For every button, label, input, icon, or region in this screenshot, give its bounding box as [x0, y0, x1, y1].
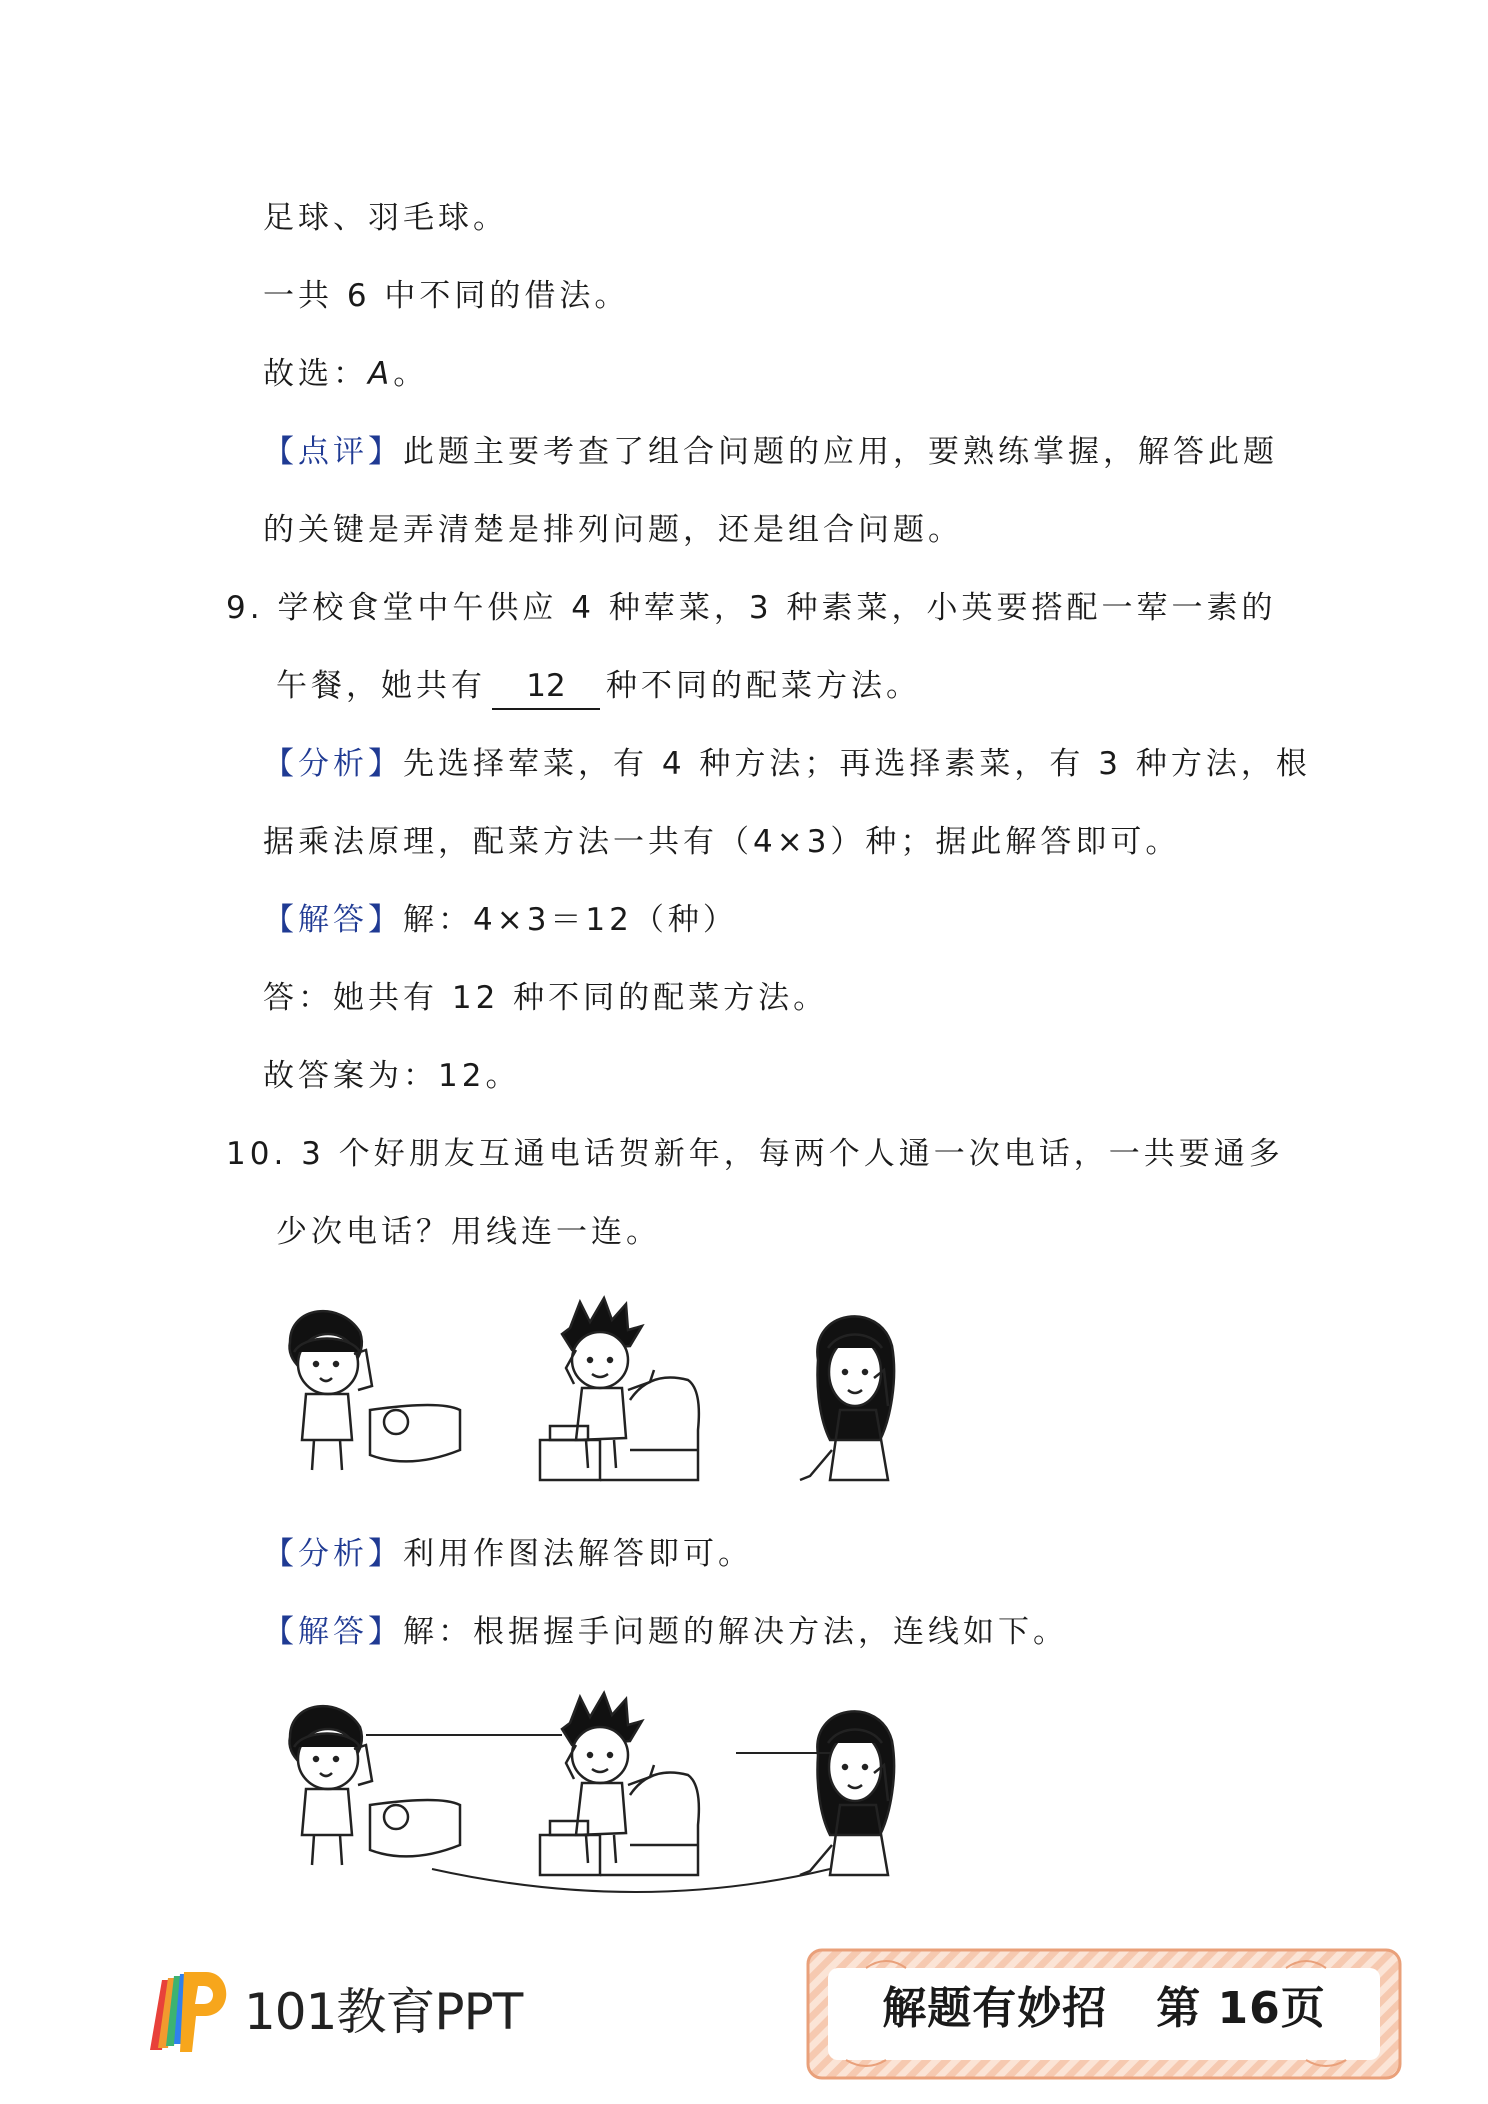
text-line: 的关键是弄清楚是排列问题，还是组合问题。: [263, 512, 963, 548]
badge-title: [806, 1972, 1402, 2036]
friends-connected-illustration: [270, 1680, 970, 1900]
analysis-line: [263, 1532, 753, 1576]
girl-with-phone-figure: [289, 1311, 460, 1470]
comment-tag: 【点评】: [263, 434, 403, 470]
solution-line: [263, 898, 738, 942]
boy-on-sofa-figure: [540, 1298, 699, 1480]
girl-long-hair-figure: [800, 1711, 894, 1875]
analysis-line: [263, 742, 1311, 786]
girl-long-hair-figure: [800, 1316, 894, 1480]
text-line: 足球、羽毛球。: [263, 200, 508, 236]
text-line: 故答案为：12。: [263, 1058, 521, 1094]
comment-text: 此题主要考查了组合问题的应用，要熟练掌握，解答此题: [403, 434, 1278, 470]
question-text: 种不同的配菜方法。: [606, 668, 921, 704]
boy-on-sofa-figure: [540, 1693, 699, 1875]
solution-line: [263, 1610, 1068, 1654]
page-number: 第 16页: [1156, 1983, 1326, 2034]
badge-label: 解题有妙招: [882, 1983, 1108, 2034]
text-line: 据乘法原理，配菜方法一共有（4×3）种；据此解答即可。: [263, 824, 1181, 860]
connect-line: [432, 1869, 830, 1892]
question-text: 午餐，她共有: [276, 668, 486, 704]
comment-line: [263, 430, 1278, 474]
solution-tag: 【解答】: [263, 1614, 403, 1650]
analysis-text: 利用作图法解答即可。: [403, 1536, 753, 1572]
text-line: 一共 6 中不同的借法。: [263, 278, 630, 314]
solution-tag: 【解答】: [263, 902, 403, 938]
text-line: [263, 352, 428, 396]
text-line: 少次电话？用线连一连。: [276, 1214, 661, 1250]
brand-name: 101教育PPT: [244, 1983, 523, 2041]
answer-blank: 12: [492, 664, 600, 710]
girl-with-phone-figure: [289, 1706, 460, 1865]
question-text: 3 个好朋友互通电话贺新年，每两个人通一次电话，一共要通多: [301, 1136, 1284, 1172]
question-9-line2: [276, 664, 921, 710]
text-line: 答：她共有 12 种不同的配菜方法。: [263, 980, 829, 1016]
question-number: 9.: [226, 590, 264, 626]
prefix: 故选：: [263, 356, 368, 392]
solution-text: 解：4×3＝12（种）: [403, 902, 738, 938]
analysis-tag: 【分析】: [263, 1536, 403, 1572]
suffix: 。: [393, 356, 429, 392]
analysis-text: 先选择荤菜，有 4 种方法；再选择素菜，有 3 种方法，根: [403, 746, 1311, 782]
friends-illustration: [270, 1290, 970, 1500]
question-10: [226, 1132, 1284, 1176]
answer-letter: A: [368, 356, 394, 392]
brand-logo-icon: [140, 1960, 240, 2060]
analysis-tag: 【分析】: [263, 746, 403, 782]
question-number: 10.: [226, 1136, 288, 1172]
question-text: 学校食堂中午供应 4 种荤菜，3 种素菜，小英要搭配一荤一素的: [277, 590, 1277, 626]
solution-text: 解：根据握手问题的解决方法，连线如下。: [403, 1614, 1068, 1650]
question-9: [226, 586, 1276, 630]
